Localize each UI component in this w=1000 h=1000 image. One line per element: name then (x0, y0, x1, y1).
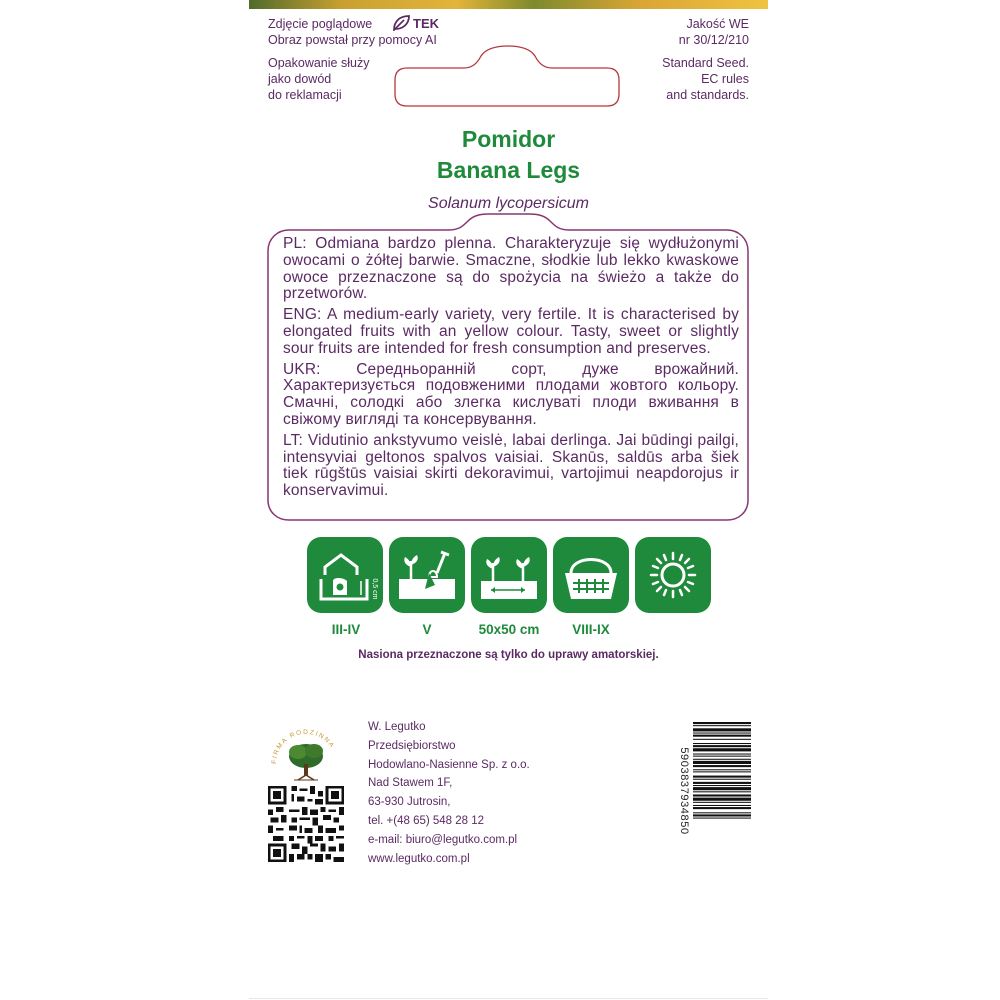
barcode-bar (693, 728, 751, 731)
barcode-bar (693, 743, 751, 744)
amateur-use-note: Nasiona przeznaczone są tylko do uprawy amatorskiej. (358, 649, 659, 661)
company-type: Przedsiębiorstwo (368, 739, 456, 752)
barcode-bar (693, 733, 751, 734)
product-name-line1: Pomidor (461, 126, 556, 152)
barcode-bar (693, 735, 751, 737)
description-ukr: UKR: Середньоранній сорт, дуже врожайний. Характеризується подовженими плодами жовтого кольору. Смачні, солодкі або злегка кислуваті плоди вживання в свіжому вигляді та консервування. (283, 360, 739, 428)
company-email: e-mail: biuro@legutko.com.pl (368, 833, 518, 846)
sowing-depth-label: 0,5 cm (371, 578, 378, 600)
barcode-bar (693, 756, 751, 757)
standard-line: EC rules (701, 72, 749, 86)
description-pl: PL: Odmiana bardzo plenna. Charakteryzuje się wydłużonymi owocami o żółtej barwie. Smaczne, słodkie lub lekko kwaskowe owoce przeznaczone są do spożycia na świeżo a także do przetworów. (283, 235, 739, 303)
company-address (368, 718, 530, 868)
barcode-bar (693, 745, 751, 747)
package-note-line: Opakowanie służy (268, 56, 370, 70)
standard-line: Standard Seed. (662, 56, 749, 70)
barcode-bar (693, 802, 751, 803)
logo-text: FIRMA RODZINNA (270, 728, 336, 765)
company-name: W. Legutko (368, 721, 426, 733)
description-lt: LT: Vidutinio ankstyvumo veislė, labai derlinga. Jai būdingi pailgi, intensyviai geltonos spalvos vaisiai. Skanūs, saldūs arba šiek tiek rūgštūs vaisiai skirti dekoravimui, vartojimui neapdorojus ir konservavimui. (283, 431, 739, 500)
barcode-bar (693, 776, 751, 778)
harvest-basket-icon (553, 537, 629, 613)
company-phone: tel. +(48 65) 548 28 12 (368, 814, 485, 827)
plant-spacing-icon (471, 537, 547, 613)
barcode-bar (693, 807, 751, 809)
spacing-label: 50x50 cm (478, 622, 540, 637)
tek-label: TEK (413, 15, 439, 31)
barcode-bar (693, 722, 751, 724)
barcode-bar (693, 798, 751, 801)
barcode-bar (693, 769, 751, 770)
barcode-bar (693, 761, 751, 764)
company-website: www.legutko.com.pl (368, 852, 470, 865)
barcode-bar (693, 794, 751, 796)
barcode-bar (693, 754, 751, 755)
barcode-bar (693, 782, 751, 784)
seed-packet-back (249, 0, 768, 1000)
standard-line: and standards. (666, 88, 749, 102)
qr-code (268, 786, 344, 862)
barcode-bar (693, 818, 751, 819)
barcode-bar (693, 791, 751, 792)
family-company-logo (268, 720, 344, 786)
sowing-period-label: III-IV (331, 622, 361, 637)
latin-name: Solanum lycopersicum (428, 195, 589, 212)
sowing-under-cover-icon (307, 537, 383, 613)
company-street: Nad Stawem 1F, (368, 777, 453, 790)
ean-barcode (675, 720, 751, 862)
package-note-line: jako dowód (268, 72, 332, 86)
barcode-bar (693, 725, 751, 726)
quality-line: Jakość WE (686, 17, 749, 31)
bottom-divider (249, 998, 768, 999)
barcode-bar (693, 805, 751, 806)
ai-note-text: Obraz powstał przy pomocy AI (268, 33, 437, 47)
description-block (283, 236, 739, 504)
harvest-period-label: VIII-IX (572, 622, 610, 637)
illustrative-photo-text: Zdjęcie poglądowe (268, 17, 373, 31)
barcode-bar (693, 812, 751, 813)
planting-period-label: V (422, 622, 432, 637)
product-name-line2: Banana Legs (436, 157, 581, 183)
tree-icon (289, 744, 323, 780)
barcode-bar (693, 787, 751, 790)
barcode-bar (693, 759, 751, 760)
barcode-bar (693, 779, 751, 780)
quality-number: nr 30/12/210 (678, 33, 749, 47)
company-full-name: Hodowlano-Nasienne Sp. z o.o. (368, 758, 530, 771)
company-city: 63-930 Jutrosin, (368, 796, 451, 809)
barcode-bar (693, 739, 751, 740)
barcode-bar (693, 771, 751, 772)
barcode-bar (693, 765, 751, 767)
barcode-bar (693, 748, 751, 751)
barcode-bars (693, 722, 751, 819)
barcode-bar (693, 785, 751, 786)
barcode-bar (693, 814, 751, 816)
description-eng: ENG: A medium-early variety, very fertile. It is characterised by elongated fruits with an yellow colour. Tasty, sweet or slightly sour fruits are intended for fresh consumption and preserves. (283, 306, 739, 357)
full-sun-icon (635, 537, 711, 613)
barcode-number: 5903837934850 (678, 747, 690, 835)
package-note-line: do reklamacji (268, 88, 342, 102)
transplant-seedling-icon (389, 537, 465, 613)
